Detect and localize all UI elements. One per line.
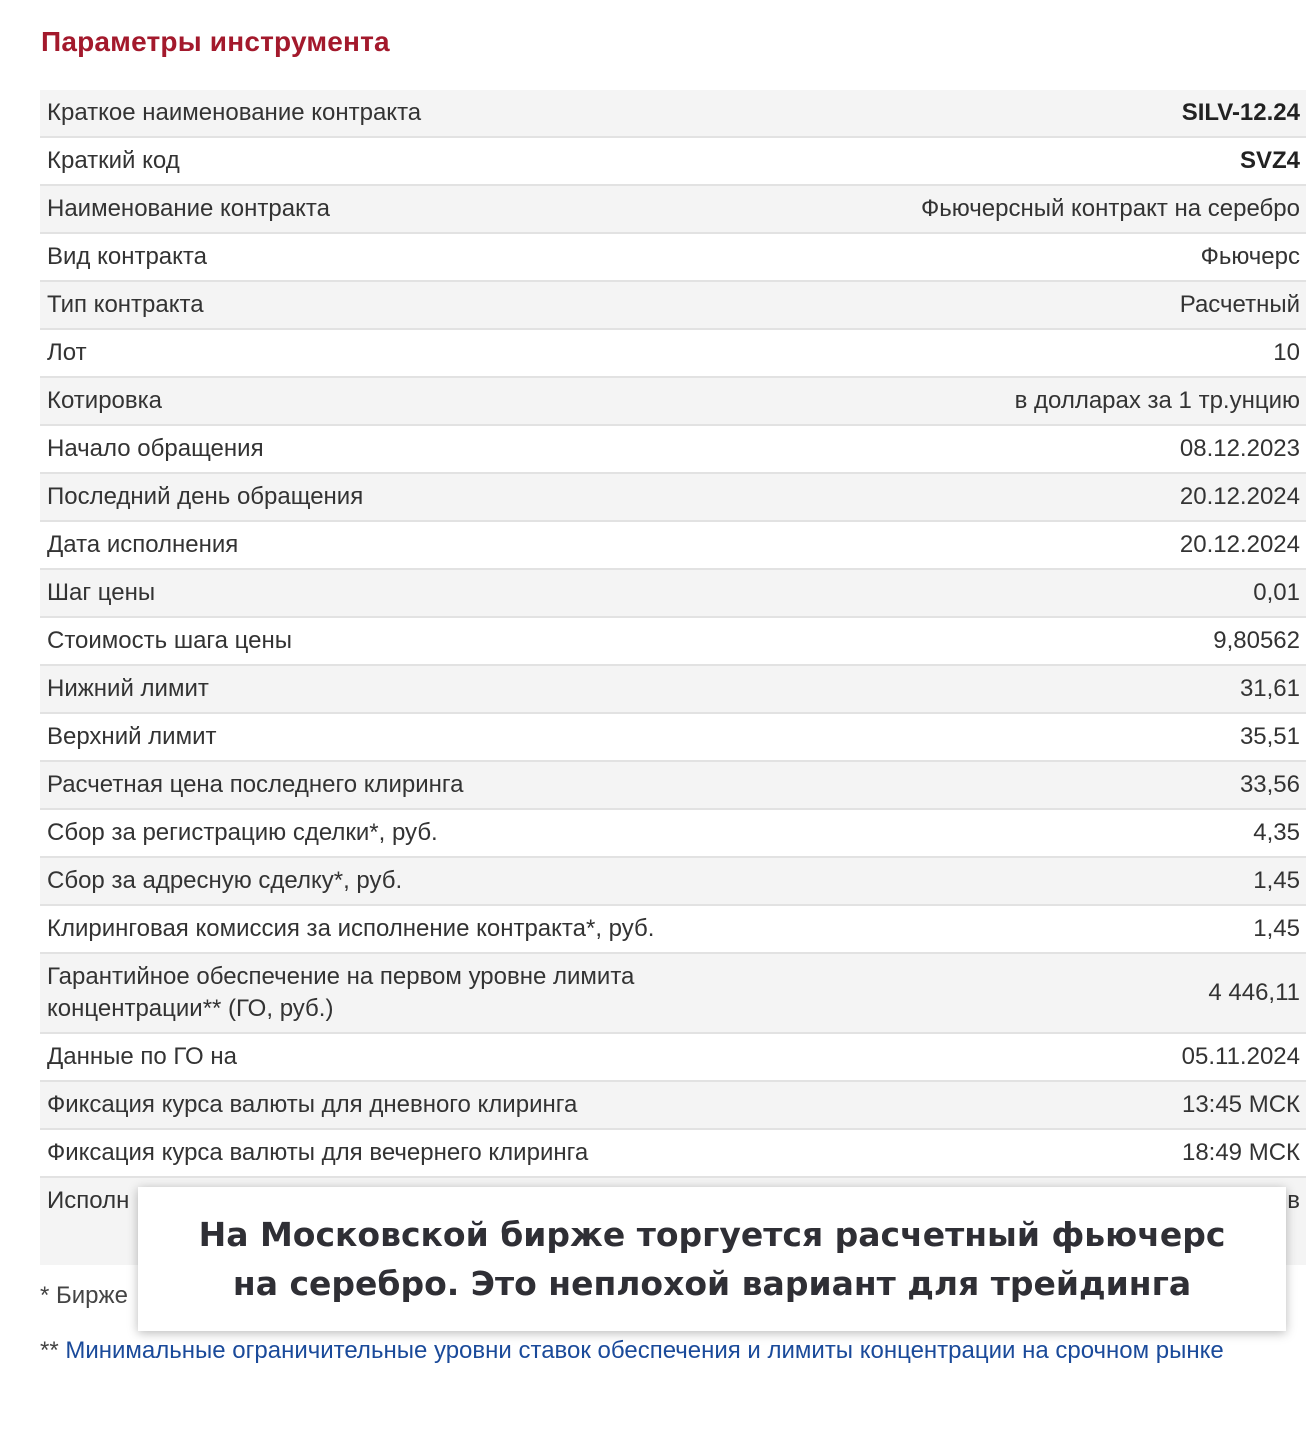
table-row (40, 329, 1306, 377)
row-label: Верхний лимит (40, 713, 680, 761)
row-label: Наименование контракта (40, 185, 680, 233)
row-label: Расчетная цена последнего клиринга (40, 761, 680, 809)
row-label: Краткий код (40, 137, 680, 185)
table-row (40, 809, 1306, 857)
table-row (40, 377, 1306, 425)
row-label: Гарантийное обеспечение на первом уровне лимита концентрации** (ГО, руб.) (40, 953, 680, 1033)
table-row (40, 905, 1306, 953)
row-label: Фиксация курса валюты для вечернего клиринга (40, 1129, 680, 1177)
row-label: Сбор за адресную сделку*, руб. (40, 857, 680, 905)
table-row (40, 665, 1306, 713)
table-row (40, 1081, 1306, 1129)
row-value: 33,56 (680, 761, 1306, 809)
table-row (40, 857, 1306, 905)
row-label: Вид контракта (40, 233, 680, 281)
caption-line-1: На Московской бирже торгуется расчетный фьючерс (198, 1215, 1226, 1254)
row-label: Дата исполнения (40, 521, 680, 569)
row-label: Последний день обращения (40, 473, 680, 521)
table-row (40, 617, 1306, 665)
table-row (40, 137, 1306, 185)
row-value: 1,45 (680, 857, 1306, 905)
row-label: Сбор за регистрацию сделки*, руб. (40, 809, 680, 857)
table-row (40, 569, 1306, 617)
row-value: 20.12.2024 (680, 521, 1306, 569)
caption-text (199, 1210, 1226, 1308)
page-title: Параметры инструмента (41, 26, 390, 57)
row-value: Фьючерсный контракт на серебро (680, 185, 1306, 233)
table-row (40, 1129, 1306, 1177)
table-row (40, 233, 1306, 281)
row-value: 35,51 (680, 713, 1306, 761)
row-value: 08.12.2023 (680, 425, 1306, 473)
caption-line-2: на серебро. Это неплохой вариант для трейдинга (232, 1264, 1192, 1303)
row-value: 31,61 (680, 665, 1306, 713)
footnote-marker: ** (40, 1337, 59, 1364)
row-label: Фиксация курса валюты для дневного клиринга (40, 1081, 680, 1129)
footnote-margin-limits (40, 1335, 1280, 1367)
table-row (40, 473, 1306, 521)
parameters-table (40, 90, 1306, 1265)
row-label: Нижний лимит (40, 665, 680, 713)
row-value: SVZ4 (680, 137, 1306, 185)
row-value: 4 446,11 (680, 953, 1306, 1033)
row-label: Исполн (40, 1177, 680, 1265)
row-value: 4,35 (680, 809, 1306, 857)
row-label: Шаг цены (40, 569, 680, 617)
row-value: 18:49 МСК (680, 1129, 1306, 1177)
row-value: 0,01 (680, 569, 1306, 617)
row-label: Стоимость шага цены (40, 617, 680, 665)
row-label: Данные по ГО на (40, 1033, 680, 1081)
row-value: 1,45 (680, 905, 1306, 953)
table-row (40, 90, 1306, 137)
row-value: 9,80562 (680, 617, 1306, 665)
row-value: 13:45 МСК (680, 1081, 1306, 1129)
row-value: в (680, 1177, 1306, 1265)
table-row (40, 185, 1306, 233)
row-value: Расчетный (680, 281, 1306, 329)
table-row (40, 1033, 1306, 1081)
table-row (40, 761, 1306, 809)
row-label: Клиринговая комиссия за исполнение контракта*, руб. (40, 905, 680, 953)
table-row (40, 713, 1306, 761)
table-row (40, 281, 1306, 329)
caption-overlay (138, 1187, 1286, 1331)
row-label: Лот (40, 329, 680, 377)
row-value: Фьючерс (680, 233, 1306, 281)
row-label: Начало обращения (40, 425, 680, 473)
margin-limits-link[interactable]: Минимальные ограничительные уровни ставок обеспечения и лимиты концентрации на срочном рынке (65, 1337, 1224, 1364)
row-label: Котировка (40, 377, 680, 425)
row-value: в долларах за 1 тр.унцию (680, 377, 1306, 425)
footnote-exchange-fees: * Бирже (40, 1282, 128, 1309)
table-row (40, 521, 1306, 569)
row-value: 10 (680, 329, 1306, 377)
row-value: 20.12.2024 (680, 473, 1306, 521)
row-label: Тип контракта (40, 281, 680, 329)
row-label: Краткое наименование контракта (40, 90, 680, 137)
table-row (40, 953, 1306, 1033)
table-row (40, 425, 1306, 473)
row-value: 05.11.2024 (680, 1033, 1306, 1081)
row-value: SILV-12.24 (680, 90, 1306, 137)
